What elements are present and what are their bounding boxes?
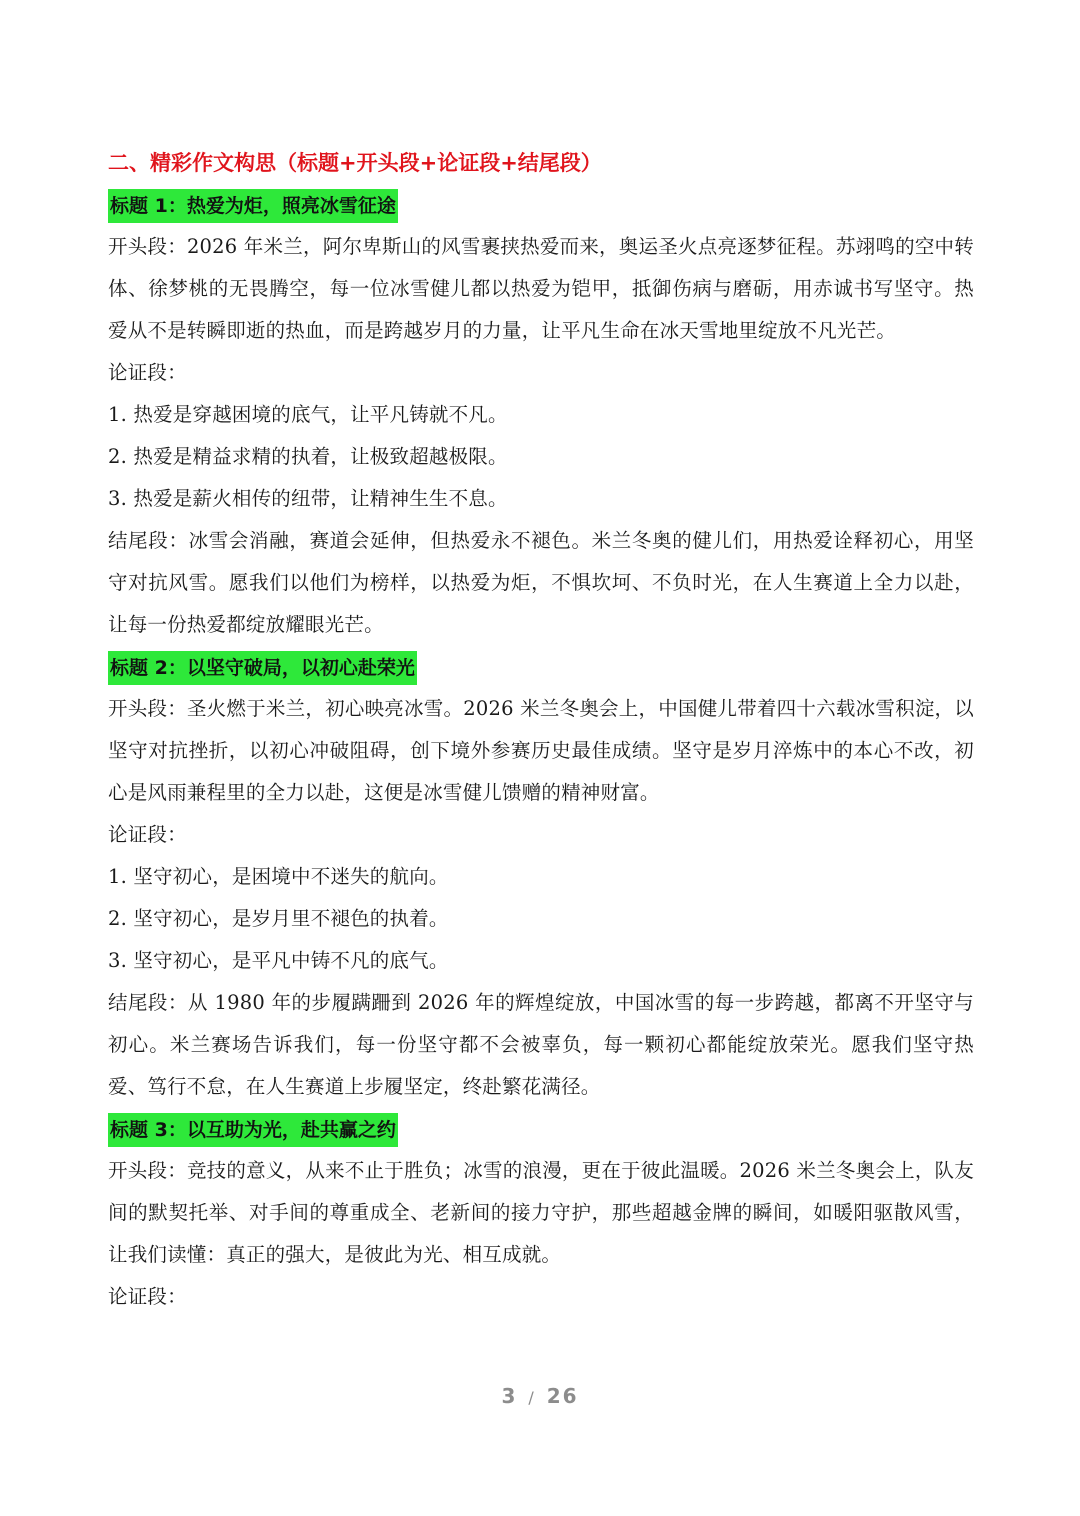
topic-1-point-3: 3. 热爱是薪火相传的纽带，让精神生生不息。: [108, 487, 508, 510]
document-page: [108, 142, 974, 1318]
section-heading: 二、精彩作文构思（标题+开头段+论证段+结尾段）: [108, 151, 602, 175]
topic-1-opening: 开头段：2026 年米兰，阿尔卑斯山的风雪裹挟热爱而来，奥运圣火点亮逐梦征程。苏翊鸣的空中转体、徐梦桃的无畏腾空，每一位冰雪健儿都以热爱为铠甲，抵御伤病与磨砺，用赤诚书写坚守。热爱从不是转瞬即逝的热血，而是跨越岁月的力量，让平凡生命在冰天雪地里绽放不凡光芒。: [108, 235, 974, 342]
topic-2-point-3: 3. 坚守初心，是平凡中铸不凡的底气。: [108, 949, 449, 972]
topic-2-point-1: 1. 坚守初心，是困境中不迷失的航向。: [108, 865, 449, 888]
topic-2-point-2: 2. 坚守初心，是岁月里不褪色的执着。: [108, 907, 449, 930]
topic-3-opening: 开头段：竞技的意义，从来不止于胜负；冰雪的浪漫，更在于彼此温暖。2026 米兰冬奥会上，队友间的默契托举、对手间的尊重成全、老新间的接力守护，那些超越金牌的瞬间，如暖阳驱散风雪，让我们读懂：真正的强大，是彼此为光、相互成就。: [108, 1159, 974, 1266]
topic-3-title: 标题 3：以互助为光，赴共赢之约: [108, 1113, 398, 1147]
topic-2-title-row: [108, 646, 974, 688]
page-separator: /: [528, 1388, 536, 1407]
page-indicator: [0, 1384, 1080, 1408]
topic-2-title: 标题 2：以坚守破局，以初心赴荣光: [108, 651, 417, 685]
topic-2-argument-label: 论证段：: [108, 823, 187, 846]
topic-1-closing: 结尾段：冰雪会消融，赛道会延伸，但热爱永不褪色。米兰冬奥的健儿们，用热爱诠释初心，用坚守对抗风雪。愿我们以他们为榜样，以热爱为炬，不惧坎坷、不负时光，在人生赛道上全力以赴，让每一份热爱都绽放耀眼光芒。: [108, 529, 974, 636]
topic-3-title-row: [108, 1108, 974, 1150]
page-total: 26: [546, 1384, 579, 1408]
topic-2-closing: 结尾段：从 1980 年的步履蹒跚到 2026 年的辉煌绽放，中国冰雪的每一步跨越，都离不开坚守与初心。米兰赛场告诉我们，每一份坚守都不会被辜负，每一颗初心都能绽放荣光。愿我们坚守热爱、笃行不怠，在人生赛道上步履坚定，终赴繁花满径。: [108, 991, 974, 1098]
topic-1-title-row: [108, 184, 974, 226]
topic-2-opening: 开头段：圣火燃于米兰，初心映亮冰雪。2026 米兰冬奥会上，中国健儿带着四十六载冰雪积淀，以坚守对抗挫折，以初心冲破阻碍，创下境外参赛历史最佳成绩。坚守是岁月淬炼中的本心不改，初心是风雨兼程里的全力以赴，这便是冰雪健儿馈赠的精神财富。: [108, 697, 974, 804]
topic-1-point-1: 1. 热爱是穿越困境的底气，让平凡铸就不凡。: [108, 403, 508, 426]
topic-3-argument-label: 论证段：: [108, 1285, 187, 1308]
topic-1-argument-label: 论证段：: [108, 361, 187, 384]
page-current: 3: [501, 1384, 518, 1408]
topic-1-point-2: 2. 热爱是精益求精的执着，让极致超越极限。: [108, 445, 508, 468]
topic-1-title: 标题 1：热爱为炬，照亮冰雪征途: [108, 189, 398, 223]
